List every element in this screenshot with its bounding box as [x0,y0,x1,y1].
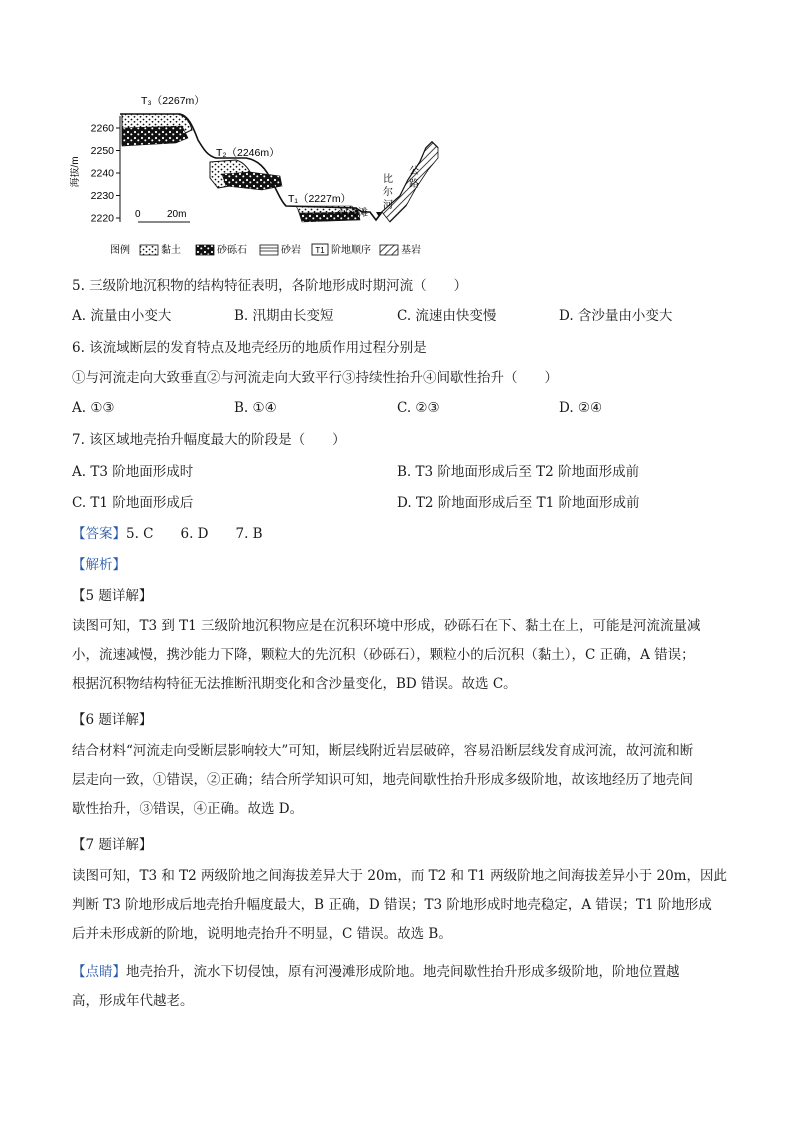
detail-7-body [72,862,727,949]
legend-gravel-swatch [196,245,214,255]
detail-7-line: 判断 T3 阶地形成后地壳抬升幅度最大，B 正确，D 错误；T3 阶地形成时地壳稳定，A 错误；T1 阶地形成 [72,897,712,913]
legend-terrace-label: 阶地顺序 [331,245,371,256]
q6-option-d[interactable]: D. ②④ [559,400,603,416]
dianjing-line: 高，形成年代越老。 [72,993,194,1009]
detail-7-tag: 【7 题详解】 [72,837,153,853]
q5-option-c[interactable]: C. 流速由快变慢 [397,308,497,324]
y-tick-label: 2240 [90,167,114,180]
analysis-tag: 【解析】 [72,557,126,573]
detail-5-line: 根据沉积物结构特征无法推断汛期变化和含沙量变化，BD 错误。故选 C。 [72,676,517,692]
dianjing-line: 地壳抬升，流水下切侵蚀，原有河漫滩形成阶地。地壳间歇性抬升形成多级阶地，阶地位置越 [126,964,680,980]
detail-5-line: 小，流速减慢，携沙能力下降，颗粒大的先沉积（砂砾石），颗粒小的后沉积（黏土），C 正确，A 错误； [72,647,695,663]
legend-sandstone-label: 砂岩 [281,245,301,256]
detail-5-body [72,612,724,699]
svg-text:公: 公 [409,166,419,177]
q5-option-d[interactable]: D. 含沙量由小变大 [559,308,673,324]
detail-6-tag: 【6 题详解】 [72,712,153,728]
answer-tag: 【答案】 [72,526,126,542]
svg-text:比: 比 [383,174,393,185]
floodplain-label: 河漫滩 [338,208,368,219]
t1-label: T₁（2227m） [288,193,352,205]
t2-gravel-layer [222,172,282,190]
detail-6-line: 层走向一致，①错误，②正确；结合所学知识可知，地壳间歇性抬升形成多级阶地，故该地经历了地壳间 [72,772,693,788]
answer-line [72,524,732,544]
y-tick-label: 2260 [90,122,114,135]
detail-5-tag: 【5 题详解】 [72,588,153,604]
question-6-stem: 6. 该流域断层的发育特点及地壳经历的地质作用过程分别是 [72,340,427,356]
svg-text:尔: 尔 [383,187,393,198]
scale-distance: 20m [167,209,187,220]
q6-option-c[interactable]: C. ②③ [397,400,440,416]
y-tick-label: 2250 [90,145,114,157]
detail-5-line: 读图可知，T3 到 T1 三级阶地沉积物应是在沉积环境中形成，砂砾石在下、黏土在上，可能是河流流量减 [72,618,701,634]
detail-6-body [72,737,724,824]
q6-option-a[interactable]: A. ①③ [72,400,115,416]
detail-6-line: 结合材料“河流走向受断层影响较大”可知，断层线附近岩层破碎，容易沿断层线发育成河流，故河流和断 [72,743,694,759]
q6-option-b[interactable]: B. ①④ [234,400,277,416]
legend-clay-swatch [140,245,158,255]
legend-title: 图例 [110,245,130,256]
legend [110,243,421,256]
legend-terrace-symbol: T1 [315,246,325,255]
legend-bedrock-swatch [380,245,398,255]
legend-sandstone-swatch [260,245,278,255]
q5-option-b[interactable]: B. 汛期由长变短 [234,308,334,324]
y-axis-label: 海拔/m [70,156,81,188]
detail-7-line: 读图可知，T3 和 T2 两级阶地之间海拔差异大于 20m，而 T2 和 T1 两级阶地之间海拔差异小于 20m，因此 [72,868,727,884]
t2-label: T₂（2246m） [216,147,280,159]
q7-option-d[interactable]: D. T2 阶地面形成后至 T1 阶地面形成前 [397,495,640,511]
svg-text:河: 河 [383,200,393,211]
dianjing-tag: 【点睛】 [72,964,126,980]
legend-bedrock-label: 基岩 [401,245,421,256]
question-5-stem: 5. 三级阶地沉积物的结构特征表明，各阶地形成时期河流（ ） [72,278,468,294]
terrace-profile-svg [70,88,460,264]
terrace-profile-figure [70,88,460,264]
detail-6-line: 歇性抬升，③错误，④正确。故选 D。 [72,801,304,817]
answer-text: 5. C 6. D 7. B [126,526,263,542]
detail-7-line: 后并未形成新的阶地，说明地壳抬升不明显，C 错误。故选 B。 [72,926,452,942]
legend-gravel-label: 砂砾石 [217,245,247,256]
t3-label: T₃（2267m） [141,95,205,107]
q7-option-c[interactable]: C. T1 阶地面形成后 [72,495,194,511]
question-7-stem: 7. 该区域地壳抬升幅度最大的阶段是（ ） [72,432,346,448]
q7-option-b[interactable]: B. T3 阶地面形成后至 T2 阶地面形成前 [397,464,640,480]
q7-option-a[interactable]: A. T3 阶地面形成时 [72,464,194,480]
y-axis-ticks [91,123,120,225]
q5-option-a[interactable]: A. 流量由小变大 [72,308,172,324]
svg-text:路: 路 [409,179,419,190]
scale-zero: 0 [135,209,141,220]
y-tick-label: 2230 [90,190,114,202]
question-6-stem-continued: ①与河流走向大致垂直②与河流走向大致平行③持续性抬升④间歇性抬升（ ） [72,370,558,386]
dianjing-body [72,958,724,1016]
t3-gravel-layer [122,126,188,146]
river-label [383,172,393,211]
y-tick-label: 2220 [90,212,114,225]
legend-clay-label: 黏土 [161,245,181,256]
